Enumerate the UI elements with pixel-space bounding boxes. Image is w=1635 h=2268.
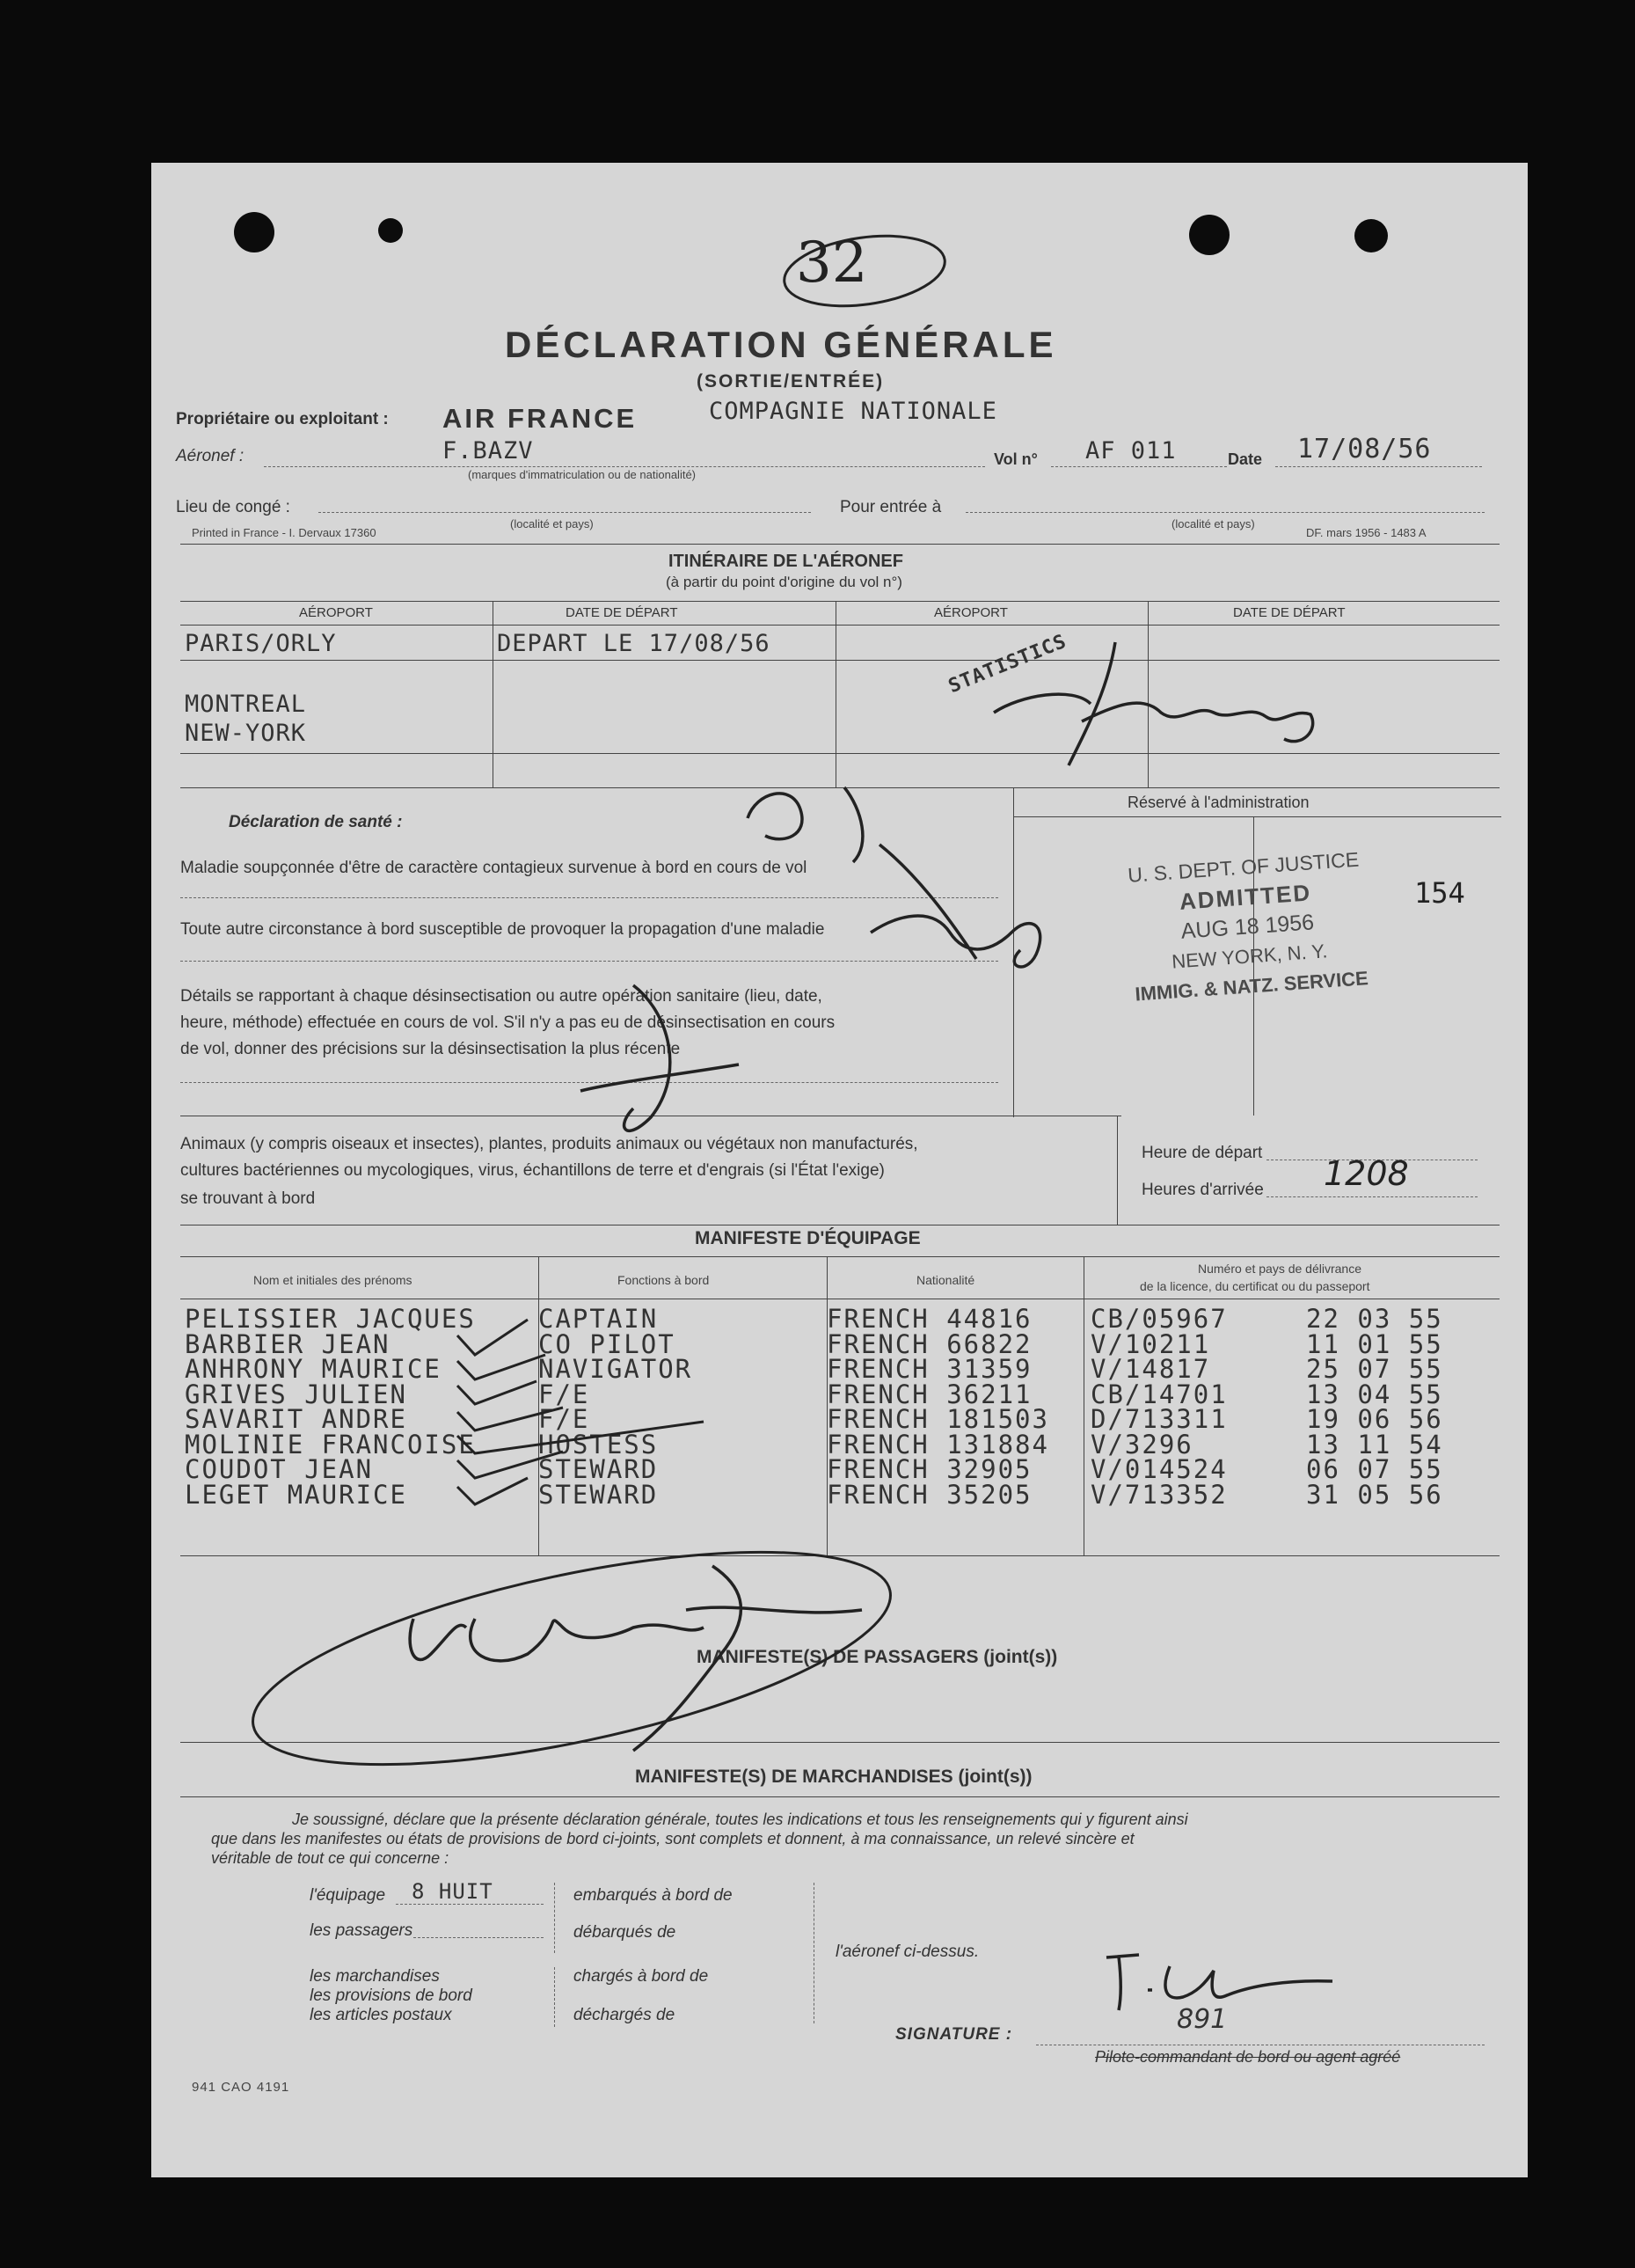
passengers-title: MANIFESTE(S) DE PASSAGERS (joint(s)) — [697, 1647, 1058, 1667]
statistics-signature — [994, 642, 1313, 765]
crew-checkmarks — [457, 1320, 704, 1504]
goods-label: les marchandises — [310, 1967, 440, 1986]
crew-function: HOSTESS — [538, 1429, 659, 1460]
arrival-time-label: Heures d'arrivée — [1142, 1181, 1264, 1199]
entry-label: Pour entrée à — [840, 498, 942, 516]
crew-license: D/713311 — [1091, 1404, 1228, 1434]
owner-value: AIR FRANCE — [442, 403, 638, 434]
health-q3-line1: Détails se rapportant à chaque désinsectisation ou autre opération sanitaire (lieu, date, — [180, 987, 822, 1006]
crew-count-label: l'équipage — [310, 1886, 386, 1905]
stamp-line: AUG 18 1956 — [1179, 910, 1315, 944]
health-q1: Maladie soupçonnée d'être de caractère contagieux survenue à bord en cours de vol — [180, 859, 807, 877]
cargo-title: MANIFESTE(S) DE MARCHANDISES (joint(s)) — [635, 1767, 1033, 1787]
crew-nationality: FRENCH 181503 — [827, 1404, 1049, 1434]
col-airport-2: AÉROPORT — [934, 605, 1008, 620]
col-airport-1: AÉROPORT — [299, 605, 373, 620]
embarked-label: embarqués à bord de — [573, 1886, 733, 1905]
loaded-label: chargés à bord de — [573, 1967, 709, 1986]
crew-count-value: 8 HUIT — [412, 1879, 493, 1904]
printer-left: Printed in France - I. Dervaux 17360 — [192, 526, 376, 539]
crew-license-date: 22 03 55 — [1306, 1304, 1443, 1334]
col-date-2: DATE DE DÉPART — [1233, 605, 1346, 620]
itinerary-title: ITINÉRAIRE DE L'AÉRONEF — [668, 552, 903, 571]
crew-license: CB/05967 — [1091, 1304, 1228, 1334]
crew-function: STEWARD — [538, 1479, 659, 1510]
crew-nationality: FRENCH 36211 — [827, 1379, 1033, 1409]
crew-name: COUDOT JEAN — [185, 1454, 374, 1484]
captain-signature-loop — [236, 1509, 907, 1808]
aircraft-value: F.BAZV — [442, 437, 534, 465]
declaration-line1: Je soussigné, déclare que la présente déclaration générale, toutes les indications et tous les renseignements qui y figurent ainsi — [292, 1811, 1188, 1828]
arrival-time-value: 1208 — [1324, 1154, 1409, 1193]
col-date-1: DATE DE DÉPART — [566, 605, 678, 620]
itinerary-subtitle: (à partir du point d'origine du vol n°) — [666, 574, 902, 590]
clearance-label: Lieu de congé : — [176, 498, 290, 516]
form-title: DÉCLARATION GÉNÉRALE — [505, 324, 1057, 365]
declaration-line3: véritable de tout ce qui concerne : — [211, 1849, 449, 1867]
aircraft-above-label: l'aéronef ci-dessus. — [836, 1942, 980, 1961]
crew-license: V/3296 — [1091, 1429, 1193, 1460]
owner-label: Propriétaire ou exploitant : — [176, 410, 389, 428]
declaration-line2: que dans les manifestes ou états de provisions de bord ci-joints, sont complets et donnent, à ma connaissance, un relevé sincère et — [211, 1830, 1135, 1847]
crew-col-license-2: de la licence, du certificat ou du passeport — [1140, 1279, 1370, 1293]
crew-name: PELISSIER JACQUES — [185, 1304, 476, 1334]
entry-note: (localité et pays) — [1172, 517, 1255, 530]
owner-extra: COMPAGNIE NATIONALE — [709, 398, 997, 425]
crew-function: F/E — [538, 1379, 590, 1409]
flight-value: AF 011 — [1085, 437, 1177, 465]
stamp-line: NEW YORK, N. Y. — [1171, 940, 1329, 973]
itinerary-airport: NEW-YORK — [185, 720, 307, 747]
pax-count-label: les passagers — [310, 1921, 413, 1940]
crew-license-date: 31 05 56 — [1306, 1479, 1443, 1510]
unloaded-label: déchargés de — [573, 2006, 675, 2024]
crew-license: V/10211 — [1091, 1328, 1211, 1359]
file-number: 32 — [796, 230, 868, 296]
crew-license: V/14817 — [1091, 1354, 1211, 1384]
crew-col-name: Nom et initiales des prénoms — [253, 1273, 412, 1287]
itinerary-airport: MONTREAL — [185, 691, 307, 718]
crew-nationality: FRENCH 31359 — [827, 1354, 1033, 1384]
health-q4-line1: Animaux (y compris oiseaux et insectes), plantes, produits animaux ou végétaux non manufacturés, — [180, 1135, 918, 1153]
signature-note: Pilote-commandant de bord ou agent agréé — [1095, 2048, 1401, 2066]
crew-nationality: FRENCH 44816 — [827, 1304, 1033, 1334]
crew-function: NAVIGATOR — [538, 1354, 693, 1384]
crew-license-date: 13 11 54 — [1306, 1429, 1443, 1460]
crew-name: ANHRONY MAURICE — [185, 1354, 442, 1384]
crew-name: SAVARIT ANDRE — [185, 1404, 407, 1434]
health-q3-line2: heure, méthode) effectuée en cours de vol. S'il n'y a pas eu de désinsectisation en cours — [180, 1013, 836, 1032]
crew-license: CB/14701 — [1091, 1379, 1228, 1409]
itinerary-date: DEPART LE 17/08/56 — [497, 630, 770, 657]
form-code: 941 CAO 4191 — [192, 2080, 290, 2095]
date-label: Date — [1228, 450, 1263, 468]
disembarked-label: débarqués de — [573, 1923, 676, 1942]
crew-license-date: 13 04 55 — [1306, 1379, 1443, 1409]
crew-col-nationality: Nationalité — [916, 1273, 975, 1287]
crew-license: V/014524 — [1091, 1454, 1228, 1484]
commander-signature — [1106, 1955, 1332, 2010]
printer-right: DF. mars 1956 - 1483 A — [1306, 526, 1427, 539]
handwritten-number: 891 — [1177, 2004, 1228, 2035]
crew-name: BARBIER JEAN — [185, 1328, 391, 1359]
statistics-stamp: STATISTICS — [945, 630, 1070, 699]
crew-nationality: FRENCH 131884 — [827, 1429, 1049, 1460]
stamp-line: ADMITTED — [1179, 879, 1313, 915]
crew-license: V/713352 — [1091, 1479, 1228, 1510]
mail-label: les articles postaux — [310, 2006, 452, 2024]
file-number-circle — [780, 227, 950, 316]
crew-function: CO PILOT — [538, 1328, 675, 1359]
provisions-label: les provisions de bord — [310, 1986, 472, 2005]
form-subtitle: (SORTIE/ENTRÉE) — [697, 371, 885, 391]
crew-name: GRIVES JULIEN — [185, 1379, 407, 1409]
health-q3-line3: de vol, donner des précisions sur la désinsectisation la plus récente — [180, 1040, 681, 1058]
clearance-note: (localité et pays) — [510, 517, 594, 530]
crew-nationality: FRENCH 66822 — [827, 1328, 1033, 1359]
admin-number: 154 — [1414, 876, 1465, 910]
crew-name: MOLINIE FRANCOISE — [185, 1429, 476, 1460]
crew-function: CAPTAIN — [538, 1304, 659, 1334]
health-q4-line3: se trouvant à bord — [180, 1189, 316, 1208]
health-q4-line2: cultures bactériennes ou mycologiques, virus, échantillons de terre et d'engrais (si l'État l'exige) — [180, 1161, 885, 1180]
captain-signature — [410, 1566, 862, 1751]
depart-time-label: Heure de départ — [1142, 1144, 1263, 1162]
crew-nationality: FRENCH 32905 — [827, 1454, 1033, 1484]
aircraft-note: (marques d'immatriculation ou de nationalité) — [468, 468, 696, 481]
crew-function: STEWARD — [538, 1454, 659, 1484]
health-q2: Toute autre circonstance à bord susceptible de provoquer la propagation d'une maladie — [180, 920, 825, 939]
stamp-line: U. S. DEPT. OF JUSTICE — [1127, 847, 1360, 887]
signature-label: SIGNATURE : — [895, 2025, 1013, 2044]
flight-label: Vol n° — [994, 450, 1038, 468]
date-value: 17/08/56 — [1297, 434, 1432, 465]
crew-nationality: FRENCH 35205 — [827, 1479, 1033, 1510]
crew-function: F/E — [538, 1404, 590, 1434]
admin-title: Réservé à l'administration — [1128, 794, 1310, 811]
crew-col-license-1: Numéro et pays de délivrance — [1198, 1262, 1361, 1276]
crew-col-function: Fonctions à bord — [617, 1273, 710, 1287]
health-title: Déclaration de santé : — [229, 813, 403, 831]
crew-name: LEGET MAURICE — [185, 1479, 407, 1510]
stamp-line: IMMIG. & NATZ. SERVICE — [1134, 967, 1369, 1006]
crew-title: MANIFESTE D'ÉQUIPAGE — [695, 1228, 921, 1248]
crew-license-date: 06 07 55 — [1306, 1454, 1443, 1484]
itinerary-airport: PARIS/ORLY — [185, 630, 337, 657]
crew-license-date: 19 06 56 — [1306, 1404, 1443, 1434]
aircraft-label: Aéronef : — [176, 447, 245, 465]
health-signature — [580, 787, 1040, 1130]
crew-license-date: 25 07 55 — [1306, 1354, 1443, 1384]
crew-license-date: 11 01 55 — [1306, 1328, 1443, 1359]
